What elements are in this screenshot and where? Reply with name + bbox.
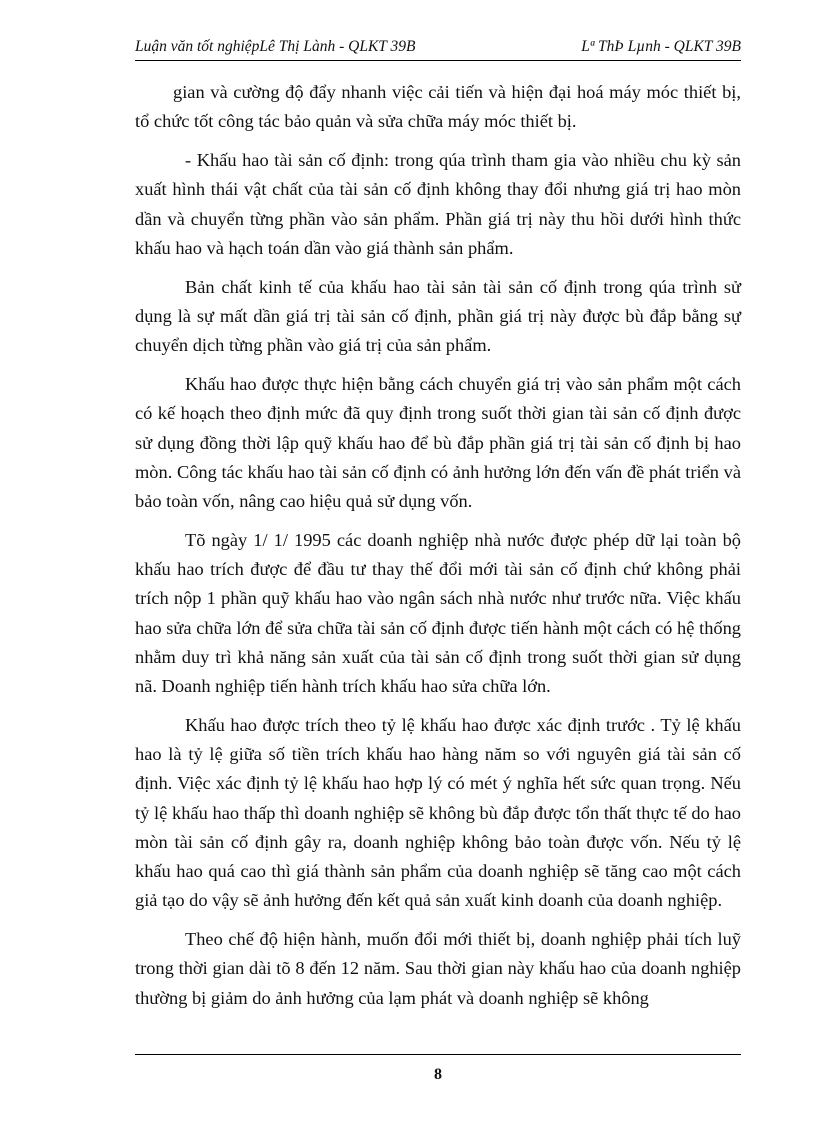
header-right-text: Lª ThÞ Lµnh - QLKT 39B — [581, 38, 741, 55]
document-body — [135, 78, 741, 1013]
page-number: 8 — [434, 1066, 442, 1083]
header-left-text: Luận văn tốt nghiệpLê Thị Lành - QLKT 39B — [135, 38, 416, 55]
paragraph-depreciation-method: Khấu hao được thực hiện bằng cách chuyển giá trị vào sản phẩm một cách có kế hoạch theo định mức đã quy định trong suốt thời gian tài sản cố định được sử dụng đồng thời lập quỹ khấu hao để bù đắp phần giá trị tài sản cố định bị hao mòn. Công tác khấu hao tài sản cố định có ảnh hưởng lớn đến vấn đề phát triển và bảo toàn vốn, nâng cao hiệu quả sử dụng vốn. — [135, 374, 741, 512]
paragraph-depreciation-rate: Khấu hao được trích theo tỷ lệ khấu hao được xác định trước . Tỷ lệ khấu hao là tỷ lệ giữa số tiền trích khấu hao hàng năm so với nguyên giá tài sản cố định. Việc xác định tỷ lệ khấu hao hợp lý có mét ý nghĩa hết sức quan trọng. Nếu tỷ lệ khấu hao thấp thì doanh nghiệp sẽ không bù đắp được tổn thất thực tế do hao mòn tài sản cố định gây ra, doanh nghiệp không bảo toàn được vốn. Nếu tỷ lệ khấu hao quá cao thì giá thành sản phẩm của doanh nghiệp sẽ tăng cao một cách giả tạo do vậy sẽ ảnh hưởng đến kết quả sản xuất kinh doanh của doanh nghiệp. — [135, 715, 741, 911]
paragraph-current-regime: Theo chế độ hiện hành, muốn đổi mới thiết bị, doanh nghiệp phải tích luỹ trong thời gian dài tõ 8 đến 12 năm. Sau thời gian này khấu hao của doanh nghiệp thường bị giảm do ảnh hưởng của lạm phát và doanh nghiệp sẽ không — [135, 929, 741, 1008]
paragraph-1995-policy: Tõ ngày 1/ 1/ 1995 các doanh nghiệp nhà nước được phép dữ lại toàn bộ khấu hao trích được để đầu tư thay thế đổi mới tài sản cố định chứ không phải trích nộp 1 phần quỹ khấu hao vào ngân sách nhà nước như trước nữa. Việc khấu hao sửa chữa lớn để sửa chữa tài sản cố định được tiến hành một cách có hệ thống nhằm duy trì khả năng sản xuất của tài sản cố định trong suốt thời gian sử dụng nã. Doanh nghiệp tiến hành trích khấu hao sửa chữa lớn. — [135, 530, 741, 697]
footer-divider — [135, 1054, 741, 1055]
page-header — [135, 36, 741, 61]
paragraph-depreciation-definition: - Khấu hao tài sản cố định: trong qúa trình tham gia vào nhiều chu kỳ sản xuất hình thái vật chất của tài sản cố định không thay đổi nhưng giá trị hao mòn dần và chuyển từng phần vào sản phẩm. Phần giá trị này thu hồi dưới hình thức khấu hao và hạch toán dần vào giá thành sản phẩm. — [135, 150, 741, 258]
paragraph-continuation: gian và cường độ đẩy nhanh việc cải tiến và hiện đại hoá máy móc thiết bị, tổ chức tốt công tác bảo quản và sửa chữa máy móc thiết bị. — [135, 82, 741, 132]
paragraph-economic-nature: Bản chất kinh tế của khấu hao tài sản tài sản cố định trong qúa trình sử dụng là sự mất dần giá trị tài sản cố định, phần giá trị này được bù đắp bằng sự chuyển dịch từng phần vào giá trị của sản phẩm. — [135, 276, 741, 356]
